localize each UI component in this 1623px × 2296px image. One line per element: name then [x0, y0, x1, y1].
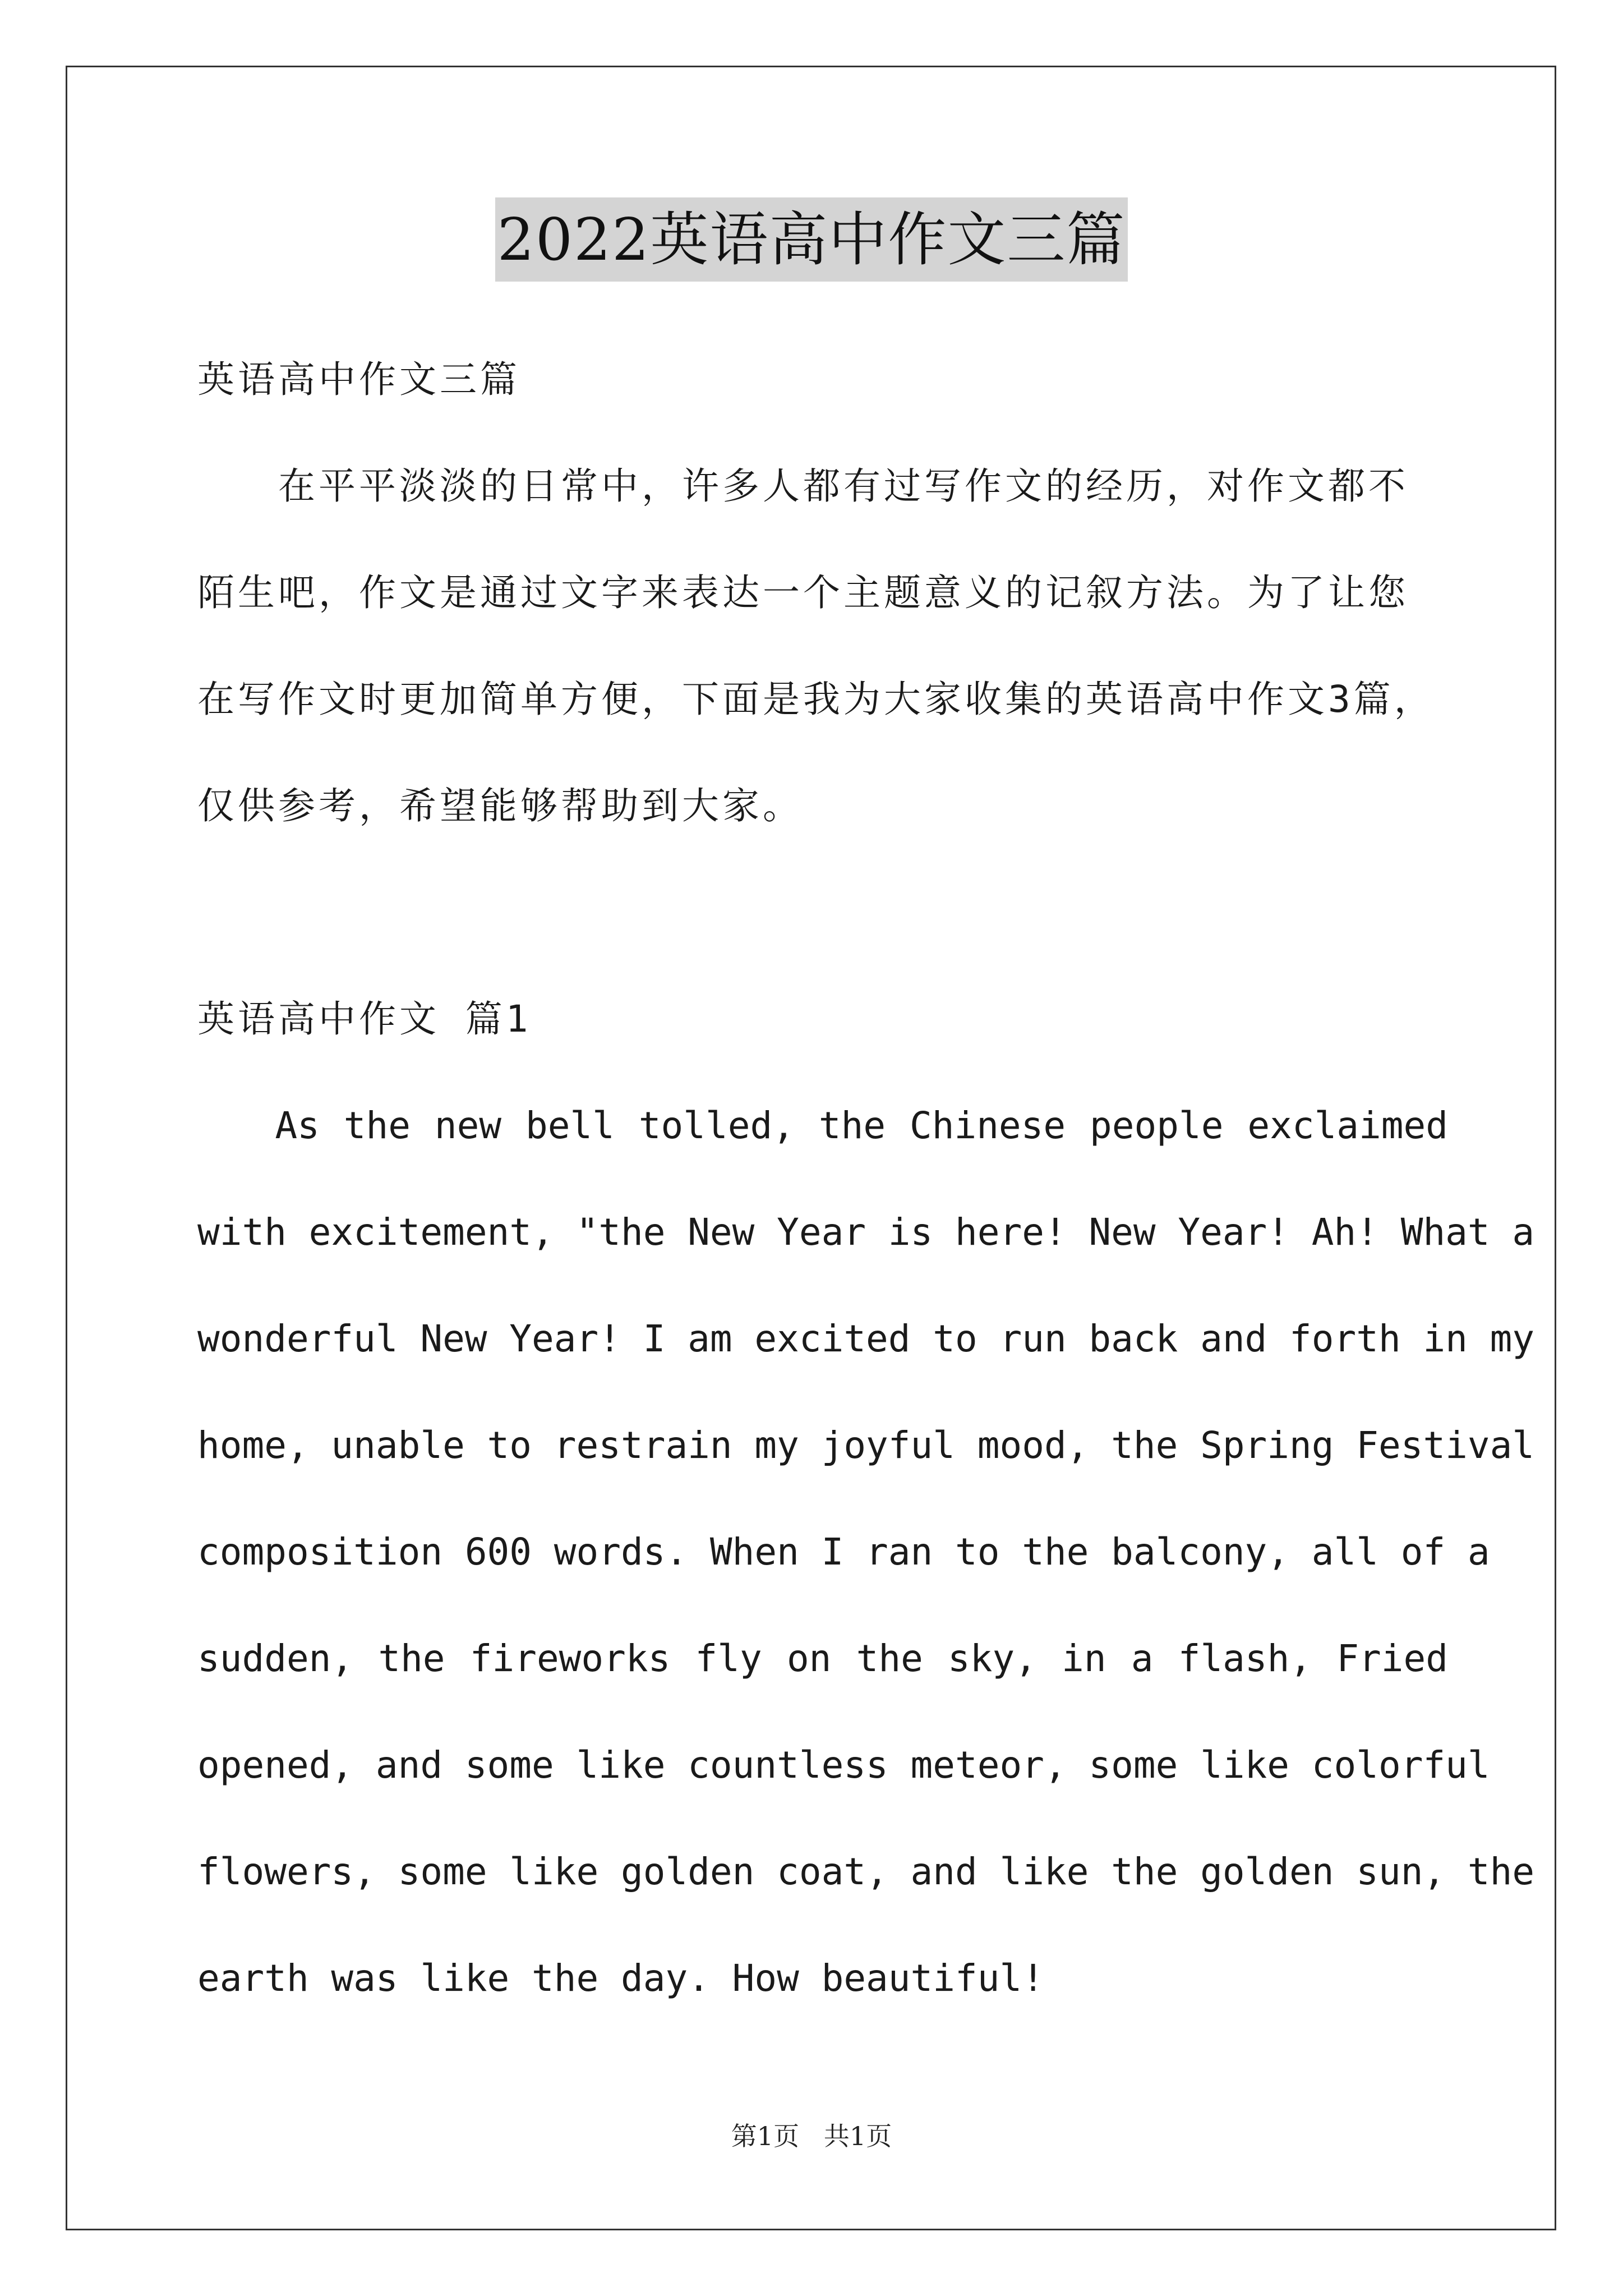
intro-line: 在平平淡淡的日常中，许多人都有过写作文的经历，对作文都不	[197, 464, 1409, 508]
essay-line: flowers, some like golden coat, and like the golden sun, the	[197, 1850, 1535, 1893]
essay-line: earth was like the day. How beautiful!	[197, 1957, 1044, 2000]
page-footer: 第1页 共1页	[731, 2121, 892, 2151]
subtitle: 英语高中作文三篇	[197, 358, 520, 401]
essay-line: sudden, the fireworks fly on the sky, in a flash, Fried	[197, 1637, 1448, 1680]
essay-line: home, unable to restrain my joyful mood, the Spring Festival	[197, 1424, 1535, 1467]
essay-line: opened, and some like countless meteor, some like colorful	[197, 1743, 1490, 1787]
document-title: 2022英语高中作文三篇	[495, 197, 1128, 282]
intro-line: 仅供参考，希望能够帮助到大家。	[197, 784, 803, 827]
essay-paragraph	[197, 1089, 1535, 2049]
paragraph-gap	[197, 876, 1448, 983]
section-heading: 英语高中作文 篇1	[197, 997, 532, 1041]
intro-paragraph	[197, 450, 1448, 876]
essay-line: composition 600 words. When I ran to the balcony, all of a	[197, 1530, 1490, 1573]
document-body	[197, 343, 1535, 2049]
essay-line: As the new bell tolled, the Chinese people exclaimed	[197, 1104, 1448, 1147]
essay-line: with excitement, "the New Year is here! New Year! Ah! What a	[197, 1211, 1535, 1254]
essay-line: wonderful New Year! I am excited to run back and forth in my	[197, 1317, 1535, 1360]
intro-line: 陌生吧，作文是通过文字来表达一个主题意义的记叙方法。为了让您	[197, 571, 1409, 614]
intro-line: 在写作文时更加简单方便，下面是我为大家收集的英语高中作文3篇，	[197, 678, 1435, 721]
title-container	[0, 197, 1623, 282]
